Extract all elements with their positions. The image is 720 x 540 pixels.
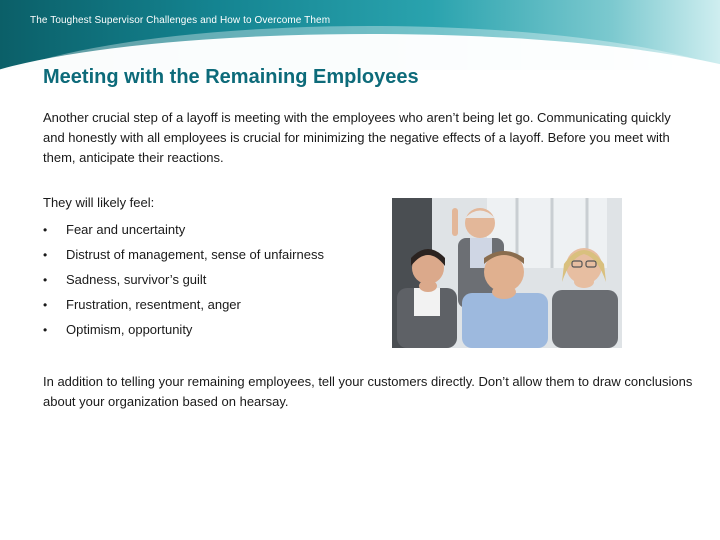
list-item-text: Distrust of management, sense of unfairness	[66, 247, 324, 262]
list-item-text: Optimism, opportunity	[66, 322, 193, 337]
banner-title: The Toughest Supervisor Challenges and How to Overcome Them	[30, 15, 331, 26]
bullet-icon: •	[43, 248, 48, 262]
outro-paragraph: In addition to telling your remaining employees, tell your customers directly. Don’t allow them to draw conclusions about your organization based on hearsay.	[43, 374, 693, 409]
bullet-icon: •	[43, 223, 48, 237]
list-item-text: Frustration, resentment, anger	[66, 297, 241, 312]
photo-illustration-icon	[392, 198, 622, 348]
worried-employees-photo	[392, 198, 622, 348]
list-lead: They will likely feel:	[43, 195, 155, 210]
bullet-icon: •	[43, 323, 48, 337]
intro-paragraph: Another crucial step of a layoff is meeting with the employees who aren’t being let go. Communicating quickly and honestly with all employees is crucial for minimizing the negative effects of a layoff. Before you meet with them, anticipate their reactions.	[43, 110, 671, 165]
slide-title: Meeting with the Remaining Employees	[43, 66, 419, 88]
header-banner	[0, 0, 720, 70]
bullet-icon: •	[43, 298, 48, 312]
bullet-icon: •	[43, 273, 48, 287]
list-item-text: Sadness, survivor’s guilt	[66, 272, 207, 287]
list-item-text: Fear and uncertainty	[66, 222, 186, 237]
banner-swoosh	[0, 34, 720, 70]
